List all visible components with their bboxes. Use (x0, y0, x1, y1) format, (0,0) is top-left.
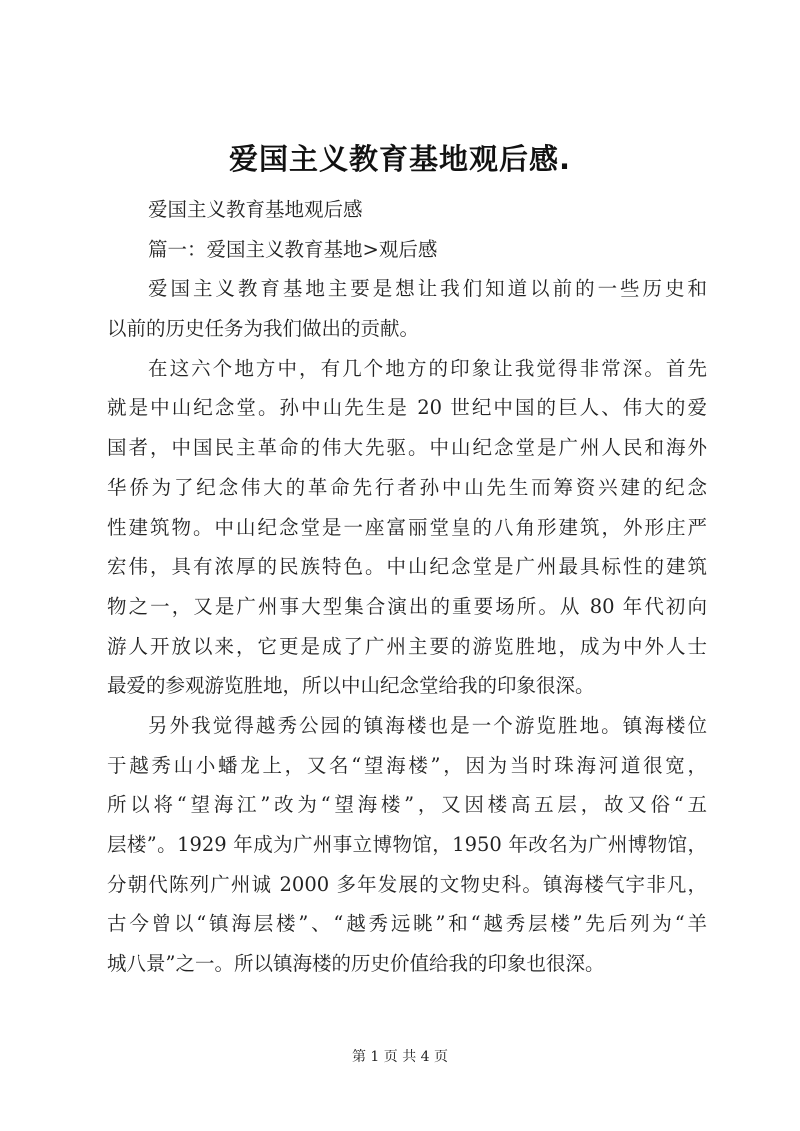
text-line: 以前的历史任务为我们做出的贡献。 (107, 317, 420, 341)
text-line: 最爱的参观游览胜地，所以中山纪念堂给我的印象很深。 (107, 674, 595, 698)
text-line: 国者，中国民主革命的伟大先驱。中山纪念堂是广州人民和海外 (107, 436, 707, 460)
text-line: 所以将“望海江”改为“望海楼”，又因楼高五层，故又俗“五 (107, 793, 707, 817)
text-line: 篇一：爱国主义教育基地>观后感 (148, 237, 438, 261)
paragraph (107, 190, 707, 230)
paragraph (107, 706, 707, 984)
text-line: 于越秀山小蟠龙上，又名“望海楼”，因为当时珠海河道很宽， (107, 753, 707, 777)
text-line: 分朝代陈列广州诚 2000 多年发展的文物史科。镇海楼气宇非凡， (107, 872, 707, 896)
paragraph (107, 230, 707, 270)
text-line: 爱国主义教育基地主要是想让我们知道以前的一些历史和 (148, 277, 707, 301)
document-title: 爱国主义教育基地观后感. (228, 142, 572, 176)
text-line: 宏伟，具有浓厚的民族特色。中山纪念堂是广州最具标性的建筑 (107, 555, 707, 579)
text-line: 另外我觉得越秀公园的镇海楼也是一个游览胜地。镇海楼位 (148, 713, 707, 737)
text-line: 城八景”之一。所以镇海楼的历史价值给我的印象也很深。 (107, 952, 605, 976)
text-line: 华侨为了纪念伟大的革命先行者孙中山先生而筹资兴建的纪念 (107, 475, 707, 499)
paragraph (107, 349, 707, 706)
paragraph (107, 269, 707, 348)
text-line: 古今曾以“镇海层楼”、“越秀远眺”和“越秀层楼”先后列为“羊 (107, 912, 707, 936)
page-footer: 第 1 页 共 4 页 (351, 1049, 449, 1065)
text-line: 就是中山纪念堂。孙中山先生是 20 世纪中国的巨人、伟大的爱 (107, 396, 707, 420)
text-line: 物之一，又是广州事大型集合演出的重要场所。从 80 年代初向 (107, 594, 707, 618)
text-line: 在这六个地方中，有几个地方的印象让我觉得非常深。首先 (148, 356, 707, 380)
text-line: 层楼”。1929 年成为广州事立博物馆，1950 年改名为广州博物馆， (107, 833, 707, 856)
document-body (107, 190, 707, 984)
text-line: 游人开放以来，它更是成了广州主要的游览胜地，成为中外人士 (107, 634, 707, 658)
text-line: 爱国主义教育基地观后感 (148, 198, 363, 221)
text-line: 性建筑物。中山纪念堂是一座富丽堂皇的八角形建筑，外形庄严 (107, 515, 707, 539)
